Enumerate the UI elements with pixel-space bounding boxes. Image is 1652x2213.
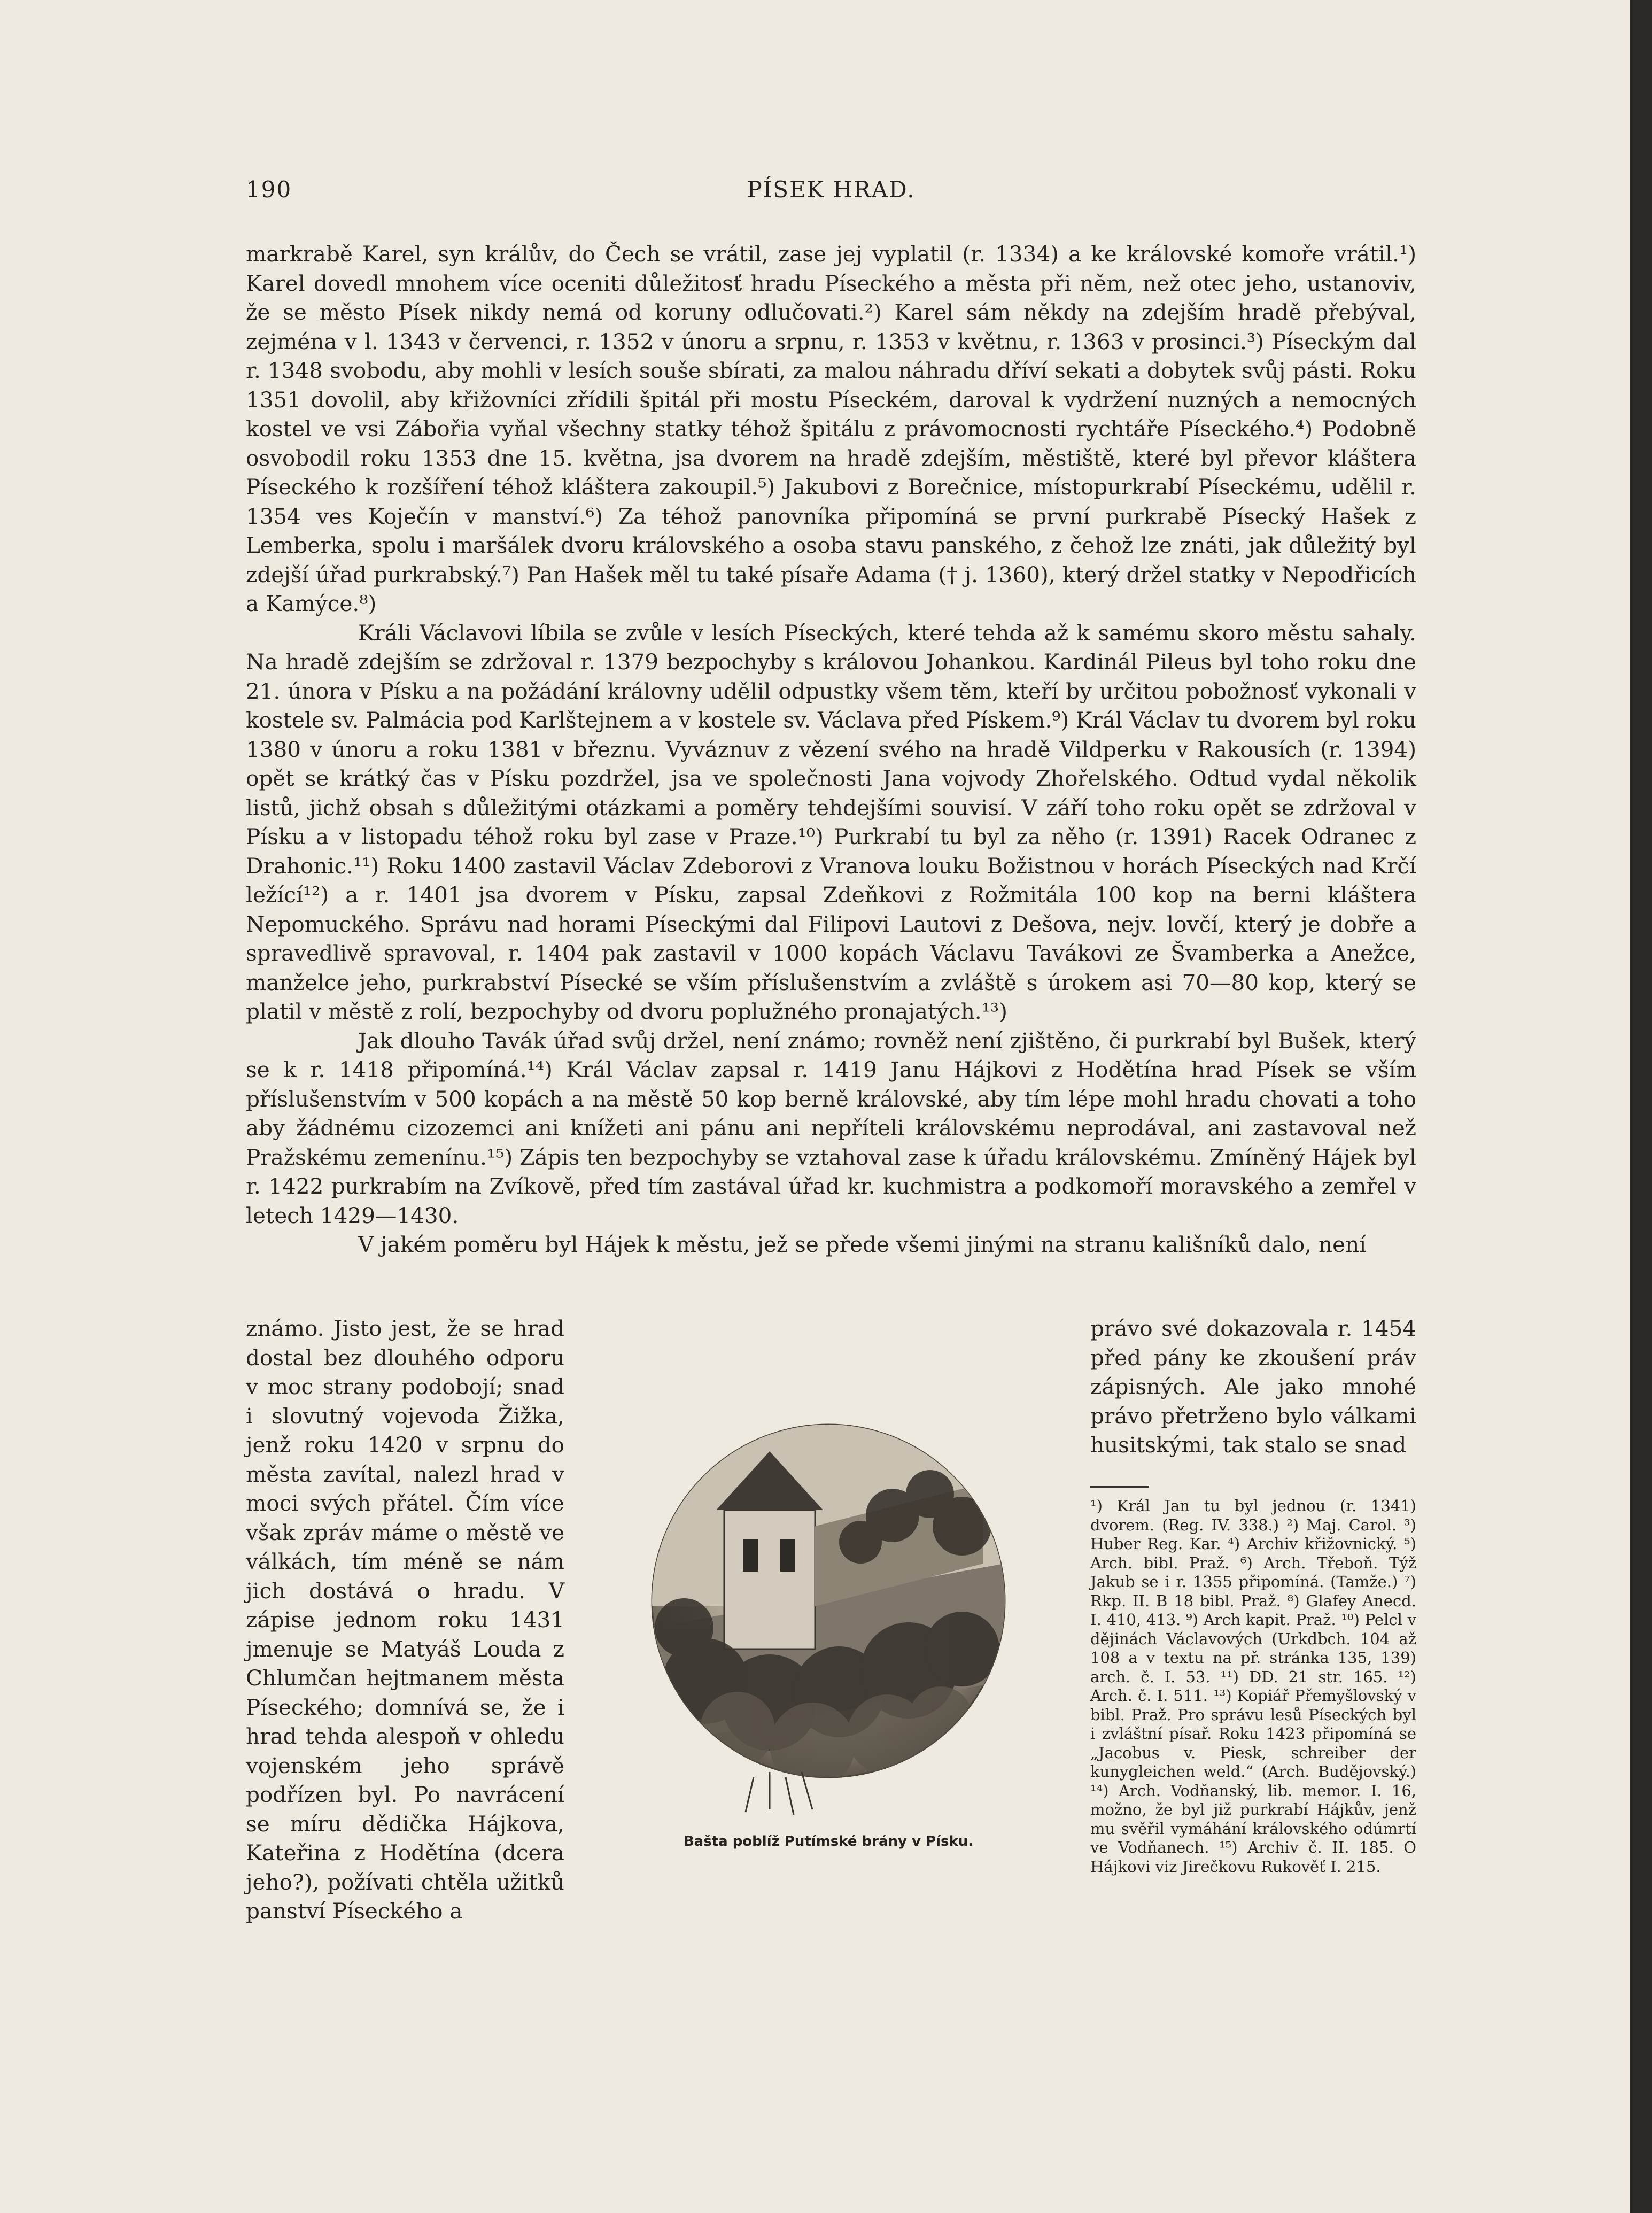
paragraph-4: V jakém poměru byl Hájek k městu, jež se přede všemi jinými na stranu kališníků dalo, není [358, 1232, 1367, 1257]
page-header [246, 176, 1416, 208]
page-number: 190 [246, 176, 292, 203]
illustration-bastion [609, 1403, 1048, 1820]
paragraph-2: Králi Václavovi líbila se zvůle v lesích Píseckých, které tehda až k samému skoro městu sahaly. Na hradě zdejším se zdržoval r. 1379 bezpochyby s královou Johankou. Kardinál Pileus byl toho roku dne 21. února v Písku a na požádání královny udělil odpustky všem těm, kteří by určitou pobožnosť vykonali v kostele sv. Palmácia pod Karlštejnem a v kostele sv. Václava před Pískem.⁹) Král Václav tu dvorem byl roku 1380 v únoru a roku 1381 v březnu. Vyváznuv z vězení svého na hradě Vildperku v Rakousích (r. 1394) opět se krátký čas v Písku pozdržel, jsa ve společnosti Jana vojvody Zhořelského. Odtud vydal několik listů, jichž obsah s důležitými otázkami a poměry tehdejšími souvisí. V září toho roku opět se zdržoval v Písku a v listopadu téhož roku byl zase v Praze.¹⁰) Purkrabí tu byl za něho (r. 1391) Racek Odranec z Drahonic.¹¹) Roku 1400 zastavil Václav Zdeborovi z Vranova louku Božistnou v horách Píseckých nad Krčí ležící¹²) a r. 1401 jsa dvorem v Písku, zapsal Zdeňkovi z Rožmitála 100 kop na berni kláštera Nepomuckého. Správu nad horami Píseckými dal Filipovi Lautovi z Dešova, nejv. lovčí, který je dobře a spravedlivě spravoval, r. 1404 pak zastavil v 1000 kopách Václavu Tavákovi ze Švamberka a Anežce, manželce jeho, purkrabství Písecké se vším příslušenstvím a zvláště s úrokem asi 70—80 kop, který se platil v městě z rolí, bezpochyby od dvoru poplužného pronajatých.¹³) [246, 620, 1416, 1024]
paragraph-3: Jak dlouho Tavák úřad svůj držel, není známo; rovněž není zjištěno, či purkrabí byl Bušek, který se k r. 1418 připomíná.¹⁴) Král Václav zapsal r. 1419 Janu Hájkovi z Hodětína hrad Písek se vším příslušenstvím v 500 kopách a na městě 50 kop berně královské, aby tím lépe mohl hradu chovati a toho aby žádnému cizozemci ani knížeti ani pánu ani nepříteli královskému neprodával, ani zastavoval než Pražskému zemenínu.¹⁵) Zápis ten bezpochyby se vztahoval zase k úřadu královskému. Zmíněný Hájek byl r. 1422 purkrabím na Zvíkově, před tím zastával úřad kr. kuchmistra a podkomoří moravského a zemřel v letech 1429—1430. [246, 1027, 1416, 1228]
footnotes: ¹) Král Jan tu byl jednou (r. 1341) dvorem. (Reg. IV. 338.) ²) Maj. Carol. ³) Huber Reg. Kar. ⁴) Archiv křižovnický. ⁵) Arch. bibl. Praž. ⁶) Arch. Třeboň. Týž Jakub se i r. 1355 připomíná. (Tamže.) ⁷) Rkp. II. B 18 bibl. Praž. ⁸) Glafey Anecd. I. 410, 413. ⁹) Arch kapit. Praž. ¹⁰) Pelcl v dějinách Václavových (Urkdbch. 104 až 108 a v textu na př. stránka 135, 139) arch. č. I. 53. ¹¹) DD. 21 str. 165. ¹²) Arch. č. I. 511. ¹³) Kopiář Přemyšlovský v bibl. Praž. Pro správu lesů Píseckých byl i zvláštní písař. Roku 1423 připomíná se „Jacobus v. Piesk, schreiber der kunygleichen weld.“ (Arch. Budějovský.) ¹⁴) Arch. Vodňanský, lib. memor. I. 16, možno, že byl již purkrabí Hájkův, jenž mu svěřil vymáhání královského odúmrtí ve Vodňanech. ¹⁵) Archiv č. II. 185. O Hájkovi viz Jirečkovu Rukověť I. 215. [1090, 1497, 1416, 1876]
paragraph-1: markrabě Karel, syn králův, do Čech se vrátil, zase jej vyplatil (r. 1334) a ke královské komoře vrátil.¹) Karel dovedl mnohem více oceniti důležitosť hradu Píseckého a města při něm, než otec jeho, ustanoviv, že se město Písek nikdy nemá od koruny odlučovati.²) Karel sám někdy na zdejším hradě přebýval, zejména v l. 1343 v červenci, r. 1352 v únoru a srpnu, r. 1353 v květnu, r. 1363 v prosinci.³) Píseckým dal r. 1348 svobodu, aby mohli v lesích souše sbírati, za malou náhradu dříví sekati a dobytek svůj pásti. Roku 1351 dovolil, aby křižovníci zřídili špitál při mostu Píseckém, daroval k vydržení nuzných a nemocných kostel ve vsi Zábořia vyňal všechny statky téhož špitálu z právomocnosti rychtáře Píseckého.⁴) Podobně osvobodil roku 1353 dne 15. května, jsa dvorem na hradě zdejším, městiště, které byl převor kláštera Píseckého k rozšíření téhož kláštera zakoupil.⁵) Jakubovi z Borečnice, místopurkrabí Píseckému, udělil r. 1354 ves Koječín v manství.⁶) Za téhož panovníka připomíná se první purkrabě Písecký Hašek z Lemberka, spolu i maršálek dvoru královského a osoba stavu panského, z čehož lze znáti, jak důležitý byl zdejší úřad purkrabský.⁷) Pan Hašek měl tu také písaře Adama († j. 1360), který držel statky v Nepodřicích a Kamýce.⁸) [246, 241, 1416, 616]
running-title: PÍSEK HRAD. [747, 176, 916, 203]
main-text [246, 239, 1416, 1259]
right-column-text: právo své dokazovala r. 1454 před pány ke zkoušení práv zápisných. Ale jako mnohé právo přetrženo bylo válkami husitskými, tak stalo se snad [1090, 1316, 1416, 1458]
left-column-text: známo. Jisto jest, že se hrad dostal bez dlouhého odporu v moc strany podobojí; snad i slovutný vojevoda Žižka, jenž roku 1420 v srpnu do města zavítal, nalezl hrad v moci svých přátel. Čím více však zpráv máme o městě ve válkách, tím méně se nám jich dostává o hradu. V zápise jednom roku 1431 jmenuje se Matyáš Louda z Chlumčan hejtmanem města Píseckého; domnívá se, že i hrad tehda alespoň v ohledu vojenském jeho správě podřízen byl. Po navrácení se míru dědička Hájkova, Kateřina z Hodětína (dcera jeho?), požívati chtěla užitků panství Píseckého a [246, 1316, 564, 1924]
bastion-engraving [609, 1403, 1048, 1820]
footnote-divider [1090, 1486, 1149, 1488]
book-binding-edge [1630, 0, 1652, 2213]
figure-caption: Bašta poblíž Putímské brány v Písku. [683, 1833, 974, 1850]
